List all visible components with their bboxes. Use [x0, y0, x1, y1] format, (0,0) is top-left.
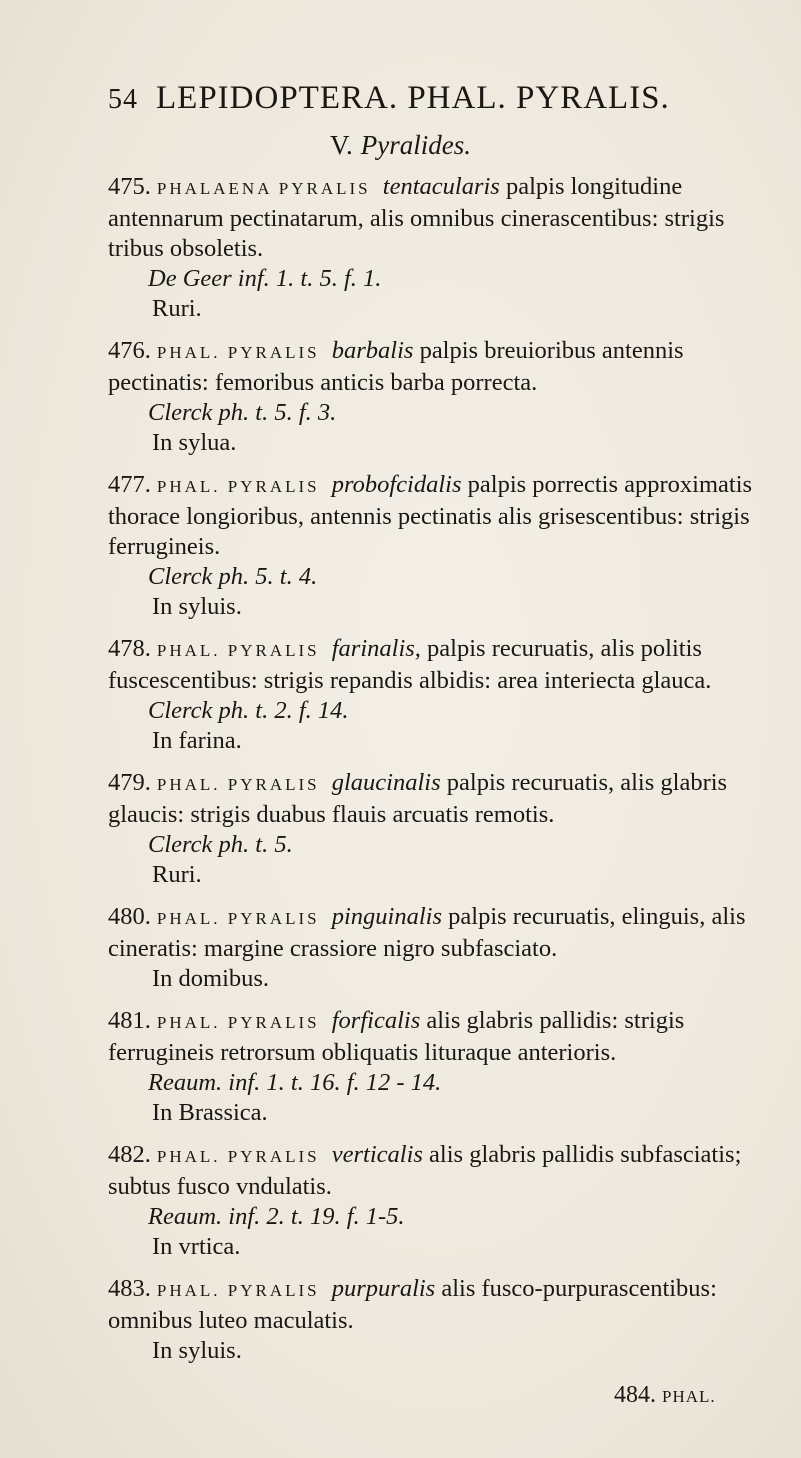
running-title: LEPIDOPTERA. PHAL. PYRALIS. [156, 80, 670, 116]
habitat: Ruri. [152, 295, 202, 322]
species-name: verticalis [331, 1141, 423, 1168]
entry-text [108, 1140, 768, 1202]
species-entry-479 [108, 768, 768, 890]
description: palpis recuruatis, elinguis, alis cineratis: margine crassiore nigro subfasciato. [108, 903, 746, 962]
habitat: In farina. [152, 727, 242, 754]
genus-name: PHAL. PYRALIS [156, 1147, 320, 1166]
species-name: tentacularis [382, 173, 500, 200]
entry-number: 480. [108, 903, 151, 930]
species-entry-477 [108, 470, 768, 622]
genus-name: PHAL. PYRALIS [156, 909, 320, 928]
species-name: glaucinalis [331, 769, 441, 796]
description: alis glabris pallidis: strigis ferrugineis retrorsum obliquatis lituraque anterioris. [108, 1007, 685, 1066]
reference: Reaum. inf. 2. t. 19. f. 1-5. [148, 1203, 405, 1230]
entry-number: 483. [108, 1275, 151, 1302]
catchword [614, 1382, 716, 1409]
description: alis glabris pallidis subfasciatis; subtus fusco vndulatis. [108, 1141, 742, 1200]
entry-number: 481. [108, 1007, 151, 1034]
species-name: purpuralis [331, 1275, 436, 1302]
species-name: forficalis [331, 1007, 421, 1034]
genus-name: PHAL. PYRALIS [156, 1281, 320, 1300]
description: palpis recuruatis, alis glabris glaucis: strigis duabus flauis arcuatis remotis. [108, 769, 728, 828]
species-name: barbalis [331, 337, 414, 364]
entry-text [108, 768, 768, 830]
species-list [108, 172, 768, 1378]
species-entry-482 [108, 1140, 768, 1262]
entry-text [108, 336, 768, 398]
species-name: probofcidalis [331, 471, 462, 498]
habitat: In domibus. [152, 965, 270, 992]
catchword-text: PHAL. [662, 1387, 716, 1406]
entry-text [108, 1274, 768, 1336]
habitat: In syluis. [152, 1337, 242, 1364]
species-entry-481 [108, 1006, 768, 1128]
habitat: In vrtica. [152, 1233, 241, 1260]
description: palpis porrectis approximatis thorace longioribus, antennis pectinatis alis grisescentibus: strigis ferrugineis. [108, 471, 753, 560]
species-name: farinalis, [331, 635, 421, 662]
entry-number: 477. [108, 471, 151, 498]
genus-name: PHAL. PYRALIS [156, 775, 320, 794]
description: palpis breuioribus antennis pectinatis: femoribus anticis barba porrecta. [108, 337, 684, 396]
reference: Reaum. inf. 1. t. 16. f. 12 - 14. [148, 1069, 442, 1096]
habitat: In Brassica. [152, 1099, 268, 1126]
section-title [0, 130, 801, 161]
description: palpis recuruatis, alis politis fuscescentibus: strigis repandis albidis: area interiecta glauca. [108, 635, 712, 694]
description: palpis longitudine antennarum pectinatarum, alis omnibus cinerascentibus: strigis tribus obsoletis. [108, 173, 725, 262]
reference: Clerck ph. t. 2. f. 14. [148, 697, 349, 724]
catchword-number: 484. [614, 1382, 656, 1408]
habitat: In syluis. [152, 593, 242, 620]
habitat: In sylua. [152, 429, 237, 456]
entry-text [108, 172, 768, 264]
habitat: Ruri. [152, 861, 202, 888]
page-number: 54 [108, 84, 138, 115]
entry-number: 476. [108, 337, 151, 364]
entry-number: 475. [108, 173, 151, 200]
genus-name: PHAL. PYRALIS [156, 343, 320, 362]
species-entry-475 [108, 172, 768, 324]
entry-number: 478. [108, 635, 151, 662]
species-entry-480 [108, 902, 768, 994]
description: alis fusco-purpurascentibus: omnibus luteo maculatis. [108, 1275, 717, 1334]
reference: Clerck ph. t. 5. [148, 831, 293, 858]
species-name: pinguinalis [331, 903, 443, 930]
genus-name: PHAL. PYRALIS [156, 641, 320, 660]
entry-text [108, 634, 768, 696]
section-name: Pyralides. [360, 130, 471, 160]
entry-number: 482. [108, 1141, 151, 1168]
reference: Clerck ph. t. 5. f. 3. [148, 399, 337, 426]
genus-name: PHAL. PYRALIS [156, 1013, 320, 1032]
running-header [108, 80, 670, 117]
species-entry-476 [108, 336, 768, 458]
entry-text [108, 902, 768, 964]
entry-text [108, 1006, 768, 1068]
species-entry-483 [108, 1274, 768, 1366]
section-numeral: V. [329, 130, 353, 160]
reference: De Geer inf. 1. t. 5. f. 1. [148, 265, 382, 292]
reference: Clerck ph. 5. t. 4. [148, 563, 318, 590]
species-entry-478 [108, 634, 768, 756]
entry-number: 479. [108, 769, 151, 796]
genus-name: PHALAENA PYRALIS [156, 179, 371, 198]
genus-name: PHAL. PYRALIS [156, 477, 320, 496]
entry-text [108, 470, 768, 562]
